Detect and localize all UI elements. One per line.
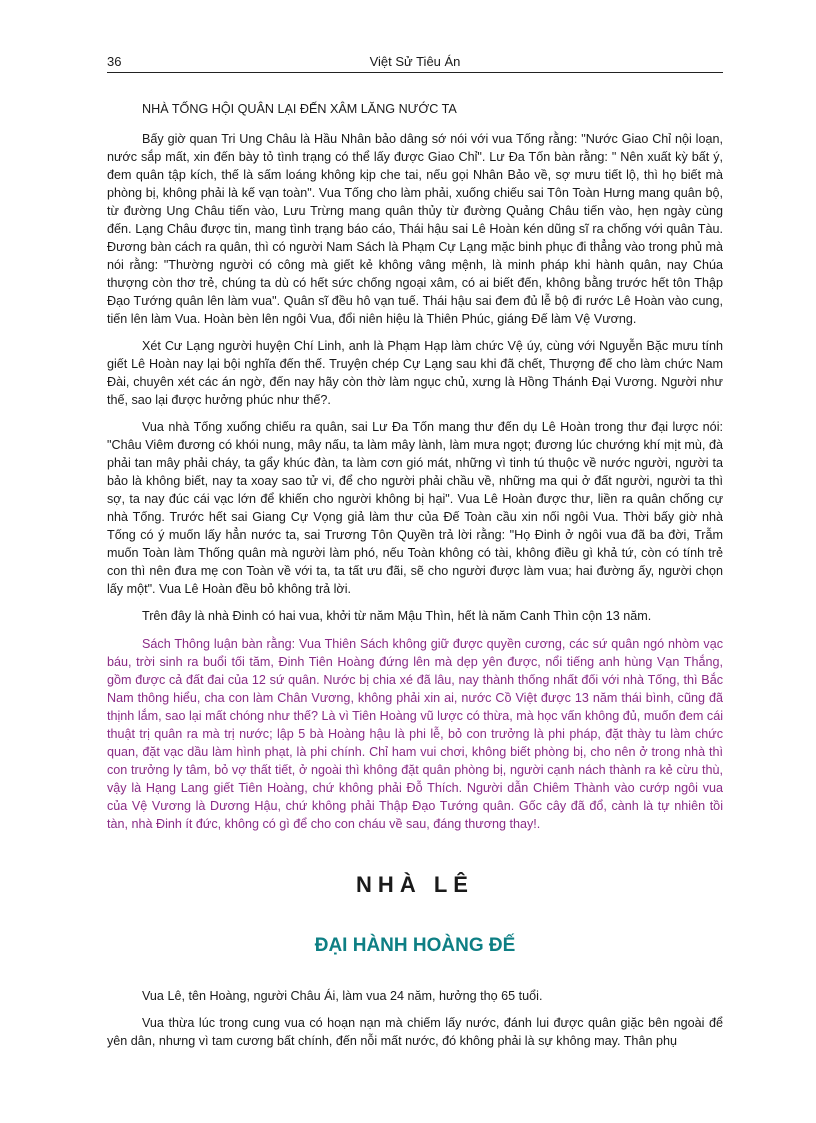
page-header [107,50,723,73]
paragraph: Vua Lê, tên Hoàng, người Châu Ái, làm vua 24 năm, hưởng thọ 65 tuổi. [142,989,543,1003]
paragraph: Bấy giờ quan Tri Ung Châu là Hầu Nhân bảo dâng sớ nói với vua Tống rằng: "Nước Giao Chỉ nội loạn, nước sắp mất, xin đến bày tỏ tình trạng có thể lấy được Giao Chỉ". Lư Đa Tốn bàn rằng: " Nên xuất kỳ bất ý, đem quân tập kích, thế là sấm loáng không kịp che tai, nếu gọi Nhân Bảo về, sợ mưu tiết lộ, thì họ biết mà phòng bị, không phải là kế vạn toàn". Vua Tống cho làm phải, xuống chiếu sai Tôn Toàn Hưng mang quân bộ, từ đường Ung Châu tiến vào, Lưu Trừng mang quân thủy từ đường Quảng Châu tiến vào, hẹn ngày cùng đến. Lạng Châu được tin, mang tình trạng báo cáo, Thái hậu sai Lê Hoàn kén dũng sĩ ra chống với quân Tàu. Đương bàn cách ra quân, thì có người Nam Sách là Phạm Cự Lạng mặc binh phục đi thẳng vào trong phủ mà nói rằng: "Thường người có công mà giết kẻ không vâng mệnh, là minh pháp khi hành quân, nay Chúa thượng còn thơ trẻ, chúng ta dù có hết sức chống ngoại xâm, có ai biết đến, không bằng trước hết tôn Thập Đạo Tướng quân lên làm vua". Quân sĩ đều hô vạn tuế. Thái hậu sai đem đủ lễ bộ đi rước Lê Hoàn vào cung, tiến lên làm Vua. Hoàn bèn lên ngôi Vua, đổi niên hiệu là Thiên Phúc, giáng Đế làm Vệ Vương. [107,132,723,326]
paragraph: Vua thừa lúc trong cung vua có hoạn nạn mà chiếm lấy nước, đánh lui được quân giặc bên ngoài để yên dân, nhưng vì tam cương bất chính, đến nỗi mất nước, đó không phải là sự không may. Thân phụ [107,1016,723,1048]
paragraph: Vua nhà Tống xuống chiếu ra quân, sai Lư Đa Tốn mang thư đến dụ Lê Hoàn trong thư đại lược nói: "Châu Viêm đương có khói nung, mây nấu, ta làm mây lành, làm mưa ngọt; đương lúc chướng khí mịt mù, đà phải tan mây phải cháy, ta gẩy khúc đàn, ta làm cơn gió mát, những vì tinh tú thuộc về nước người, người ta bảo là không biết, nay ta xoay sao tử vi, để cho người phải chầu về, những ma qui ở đất người, người ta thì sợ, ta nay đúc cái vạc lớn để khiến cho người không bị hại". Vua Lê Hoàn được thư, liền ra quân chống cự nhà Tống. Trước hết sai Giang Cự Vọng giả làm thư của Đế Toàn cầu xin nối ngôi Vua. Thời bấy giờ nhà Tống có ý muốn lấy hẳn nước ta, sai Trương Tôn Quyền trả lời rằng: "Họ Đinh ở ngôi vua đã ba đời, Trẫm muốn Toàn làm Thống quân mà người làm phó, nếu Toàn không có tài, không điều gì khả tứ, còn có tính trẻ con thì nên đưa mẹ con Toàn về với ta, ta tất ưu đãi, sẽ cho người được làm vua; hai đường ấy, người chọn lấy một". Vua Lê Hoàn đều bỏ không trả lời. [107,420,723,596]
summary-paragraph: Trên đây là nhà Đinh có hai vua, khởi từ năm Mậu Thìn, hết là năm Canh Thìn cộn 13 năm. [142,609,652,623]
dynasty-heading: NHÀ LÊ [356,872,474,897]
book-title: Việt Sử Tiêu Án [369,54,461,69]
commentary-paragraph: Sách Thông luận bàn rằng: Vua Thiên Sách không giữ được quyền cương, các sứ quân ngó nhòm vạc báu, trời sinh ra buổi tối tăm, Đinh Tiên Hoàng đứng lên mà dẹp yên được, nổi tiếng anh hùng Vạn Thắng, gồm được cả đất đai của 12 sứ quân. Nước bị chia xé đã lâu, nay thành thống nhất đối với nhà Tống, thì Bắc Nam thông hiểu, cha con làm Chân Vương, không phải xin ai, nước Cồ Việt được 13 năm thái bình, cũng đã thịnh lắm, sao lại mất chóng như thế? Là vì Tiên Hoàng vũ lược có thừa, mà học vấn không đủ, muốn đem cái thuật trị quân ra mà trị nước; lập 5 bà Hoàng hậu là phi lễ, bỏ con trưởng là phi pháp, đặt thày tu làm chức quan, đặt vạc dầu làm hình phạt, là phi chính. Chỉ ham vui chơi, không biết phòng bị, cho nên ở trong nhà thì con trưởng ly tâm, bỏ vợ thất tiết, ở ngoài thì không đặt quân phòng bị, người cạnh nách thành ra kẻ cừu thù, vậy là Hạng Lang giết Tiên Hoàng, chứ không phải Đỗ Thích. Người dẫn Chiêm Thành vào cướp ngôi vua của Vệ Vương là Dương Hậu, chứ không phải Thập Đạo Tướng quân. Gốc cây đã đổ, cành là tự nhiên tồi tàn, nhà Đinh ít đức, không có gì để cho con cháu về sau, đáng thương thay!. [107,637,723,831]
paragraph: Xét Cư Lạng người huyện Chí Linh, anh là Phạm Hạp làm chức Vệ úy, cùng với Nguyễn Bặc mưu tính giết Lê Hoàn nay lại bội nghĩa đến thế. Truyện chép Cự Lạng sau khi đã chết, Thượng đế cho làm chức Nam Đài, chuyên xét các án ngờ, đến nay hãy còn thờ làm ngục chủ, xưng là Hồng Thánh Đại Vương. Người như thế, sao lại được hưởng phúc như thế?. [107,339,723,407]
page-number: 36 [107,54,122,69]
page-content [107,100,723,1059]
section-title: NHÀ TỐNG HỘI QUÂN LẠI ĐẾN XÂM LĂNG NƯỚC TA [142,102,457,116]
emperor-heading: ĐẠI HÀNH HOÀNG ĐẾ [314,935,516,956]
chapter-body [107,987,723,1050]
